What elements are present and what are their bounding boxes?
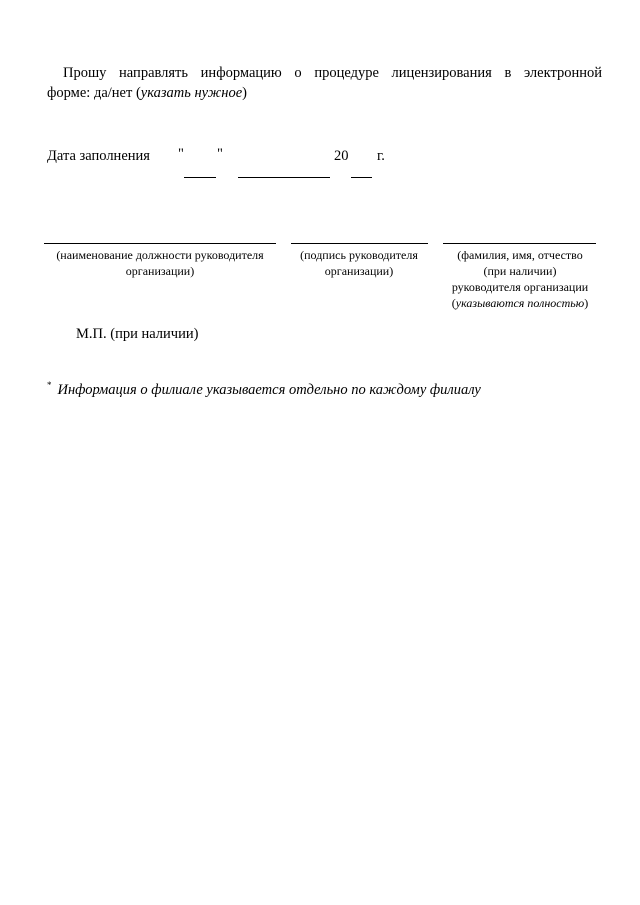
format-choice-prefix: форме: да/нет (	[47, 85, 141, 101]
name-signature-line[interactable]	[443, 243, 596, 244]
name-caption-line2: (при наличии)	[483, 264, 557, 278]
date-year-prefix: 20	[334, 148, 349, 164]
stamp-label: М.П. (при наличии)	[76, 326, 199, 342]
position-caption	[40, 247, 280, 279]
date-label: Дата заполнения	[47, 148, 150, 164]
name-caption	[436, 247, 604, 311]
position-caption-line1: (наименование должности руководителя	[56, 248, 264, 262]
date-year-suffix: г.	[377, 148, 385, 164]
date-day-field[interactable]	[184, 177, 216, 178]
footnote-marker: *	[47, 380, 52, 390]
format-choice-hint: указать нужное	[140, 85, 243, 101]
date-year-field[interactable]	[351, 177, 372, 178]
date-quote-close: "	[217, 146, 223, 162]
footnote	[47, 380, 481, 399]
date-month-field[interactable]	[238, 177, 330, 178]
format-choice-suffix: )	[242, 85, 247, 101]
signature-caption-line1: (подпись руководителя	[300, 248, 418, 262]
signature-caption-line2: организации)	[324, 264, 394, 278]
signature-caption	[284, 247, 434, 279]
signature-line[interactable]	[291, 243, 428, 244]
request-paragraph-line1: Прошу направлять информацию о процедуре лицензирования в электронной	[63, 65, 602, 81]
footnote-text: Информация о филиале указывается отдельно по каждому филиалу	[57, 382, 481, 398]
name-caption-line4: (указываются полностью)	[451, 296, 589, 310]
request-paragraph-line2	[47, 84, 247, 102]
date-quote-open: "	[178, 146, 184, 162]
position-signature-line[interactable]	[44, 243, 276, 244]
name-caption-line1: (фамилия, имя, отчество	[457, 248, 583, 262]
position-caption-line2: организации)	[125, 264, 195, 278]
name-caption-line3: руководителя организации	[451, 280, 589, 294]
